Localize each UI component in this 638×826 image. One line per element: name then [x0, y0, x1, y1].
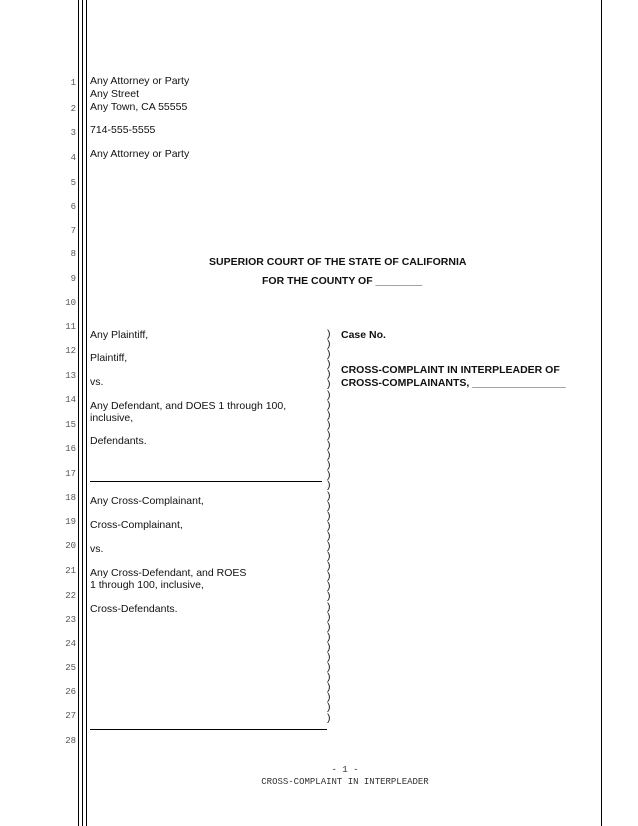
- document-title-line1: CROSS-COMPLAINT IN INTERPLEADER OF: [341, 364, 560, 376]
- line-number: 10: [65, 298, 76, 308]
- line-number: 9: [70, 274, 76, 284]
- attorney-phone: 714-555-5555: [90, 124, 156, 136]
- footer-title: CROSS-COMPLAINT IN INTERPLEADER: [261, 777, 429, 787]
- line-number: 22: [65, 591, 76, 601]
- line-number: 12: [65, 346, 76, 356]
- plaintiff-label: Plaintiff,: [90, 352, 128, 364]
- cross-defendant-name: Any Cross-Defendant, and ROES: [90, 567, 247, 579]
- line-number: 21: [65, 566, 76, 576]
- versus-label: vs.: [90, 376, 104, 388]
- line-number: 3: [70, 128, 76, 138]
- left-margin-rule-outer: [78, 0, 79, 826]
- page-number: - 1 -: [331, 765, 359, 775]
- line-number: 23: [65, 615, 76, 625]
- court-title: SUPERIOR COURT OF THE STATE OF CALIFORNIA: [209, 256, 467, 268]
- right-margin-rule: [601, 0, 602, 826]
- line-number: 13: [65, 371, 76, 381]
- attorney-street: Any Street: [90, 88, 140, 100]
- court-county: FOR THE COUNTY OF ________: [262, 275, 423, 287]
- attorney-for: Any Attorney or Party: [90, 148, 190, 160]
- line-number: 4: [70, 153, 76, 163]
- defendant-name: Any Defendant, and DOES 1 through 100,: [90, 400, 287, 412]
- left-margin-rule-text: [86, 0, 87, 826]
- line-number: 11: [65, 322, 76, 332]
- document-title-line2: CROSS-COMPLAINANTS, ________________: [341, 377, 566, 389]
- defendants-label: Defendants.: [90, 435, 147, 447]
- line-number: 19: [65, 517, 76, 527]
- line-number: 18: [65, 493, 76, 503]
- caption-divider: [90, 481, 322, 482]
- line-number: 14: [65, 395, 76, 405]
- line-number: 2: [70, 104, 76, 114]
- line-number: 24: [65, 639, 76, 649]
- cross-defendants-label: Cross-Defendants.: [90, 603, 178, 615]
- plaintiff-name: Any Plaintiff,: [90, 329, 149, 341]
- cross-defendant-name-cont: 1 through 100, inclusive,: [90, 579, 204, 591]
- line-number: 15: [65, 420, 76, 430]
- line-number: 27: [65, 711, 76, 721]
- caption-bottom-rule: [90, 729, 327, 730]
- cross-complainant-label: Cross-Complainant,: [90, 519, 183, 531]
- cross-complainant-name: Any Cross-Complainant,: [90, 495, 204, 507]
- line-number: 1: [70, 78, 76, 88]
- line-number: 16: [65, 444, 76, 454]
- line-number: 28: [65, 736, 76, 746]
- line-number: 25: [65, 663, 76, 673]
- line-number: 7: [70, 226, 76, 236]
- line-number: 20: [65, 541, 76, 551]
- line-number: 5: [70, 178, 76, 188]
- attorney-city: Any Town, CA 55555: [90, 101, 188, 113]
- attorney-name: Any Attorney or Party: [90, 75, 190, 87]
- case-number-label: Case No.: [341, 329, 386, 341]
- left-margin-rule-inner: [82, 0, 83, 826]
- line-number: 6: [70, 202, 76, 212]
- versus-label-2: vs.: [90, 543, 104, 555]
- caption-paren-column: ) ) ) ) ) ) ) ) ) ) ) ) ) ) ) ) ) ) ) ) ) ) ) ) ) ) ) ) ) ) ) ) ) ) ) ) ) ) ): [327, 328, 331, 724]
- defendant-name-cont: inclusive,: [90, 412, 134, 424]
- line-number: 26: [65, 687, 76, 697]
- line-number: 17: [65, 469, 76, 479]
- line-number: 8: [70, 249, 76, 259]
